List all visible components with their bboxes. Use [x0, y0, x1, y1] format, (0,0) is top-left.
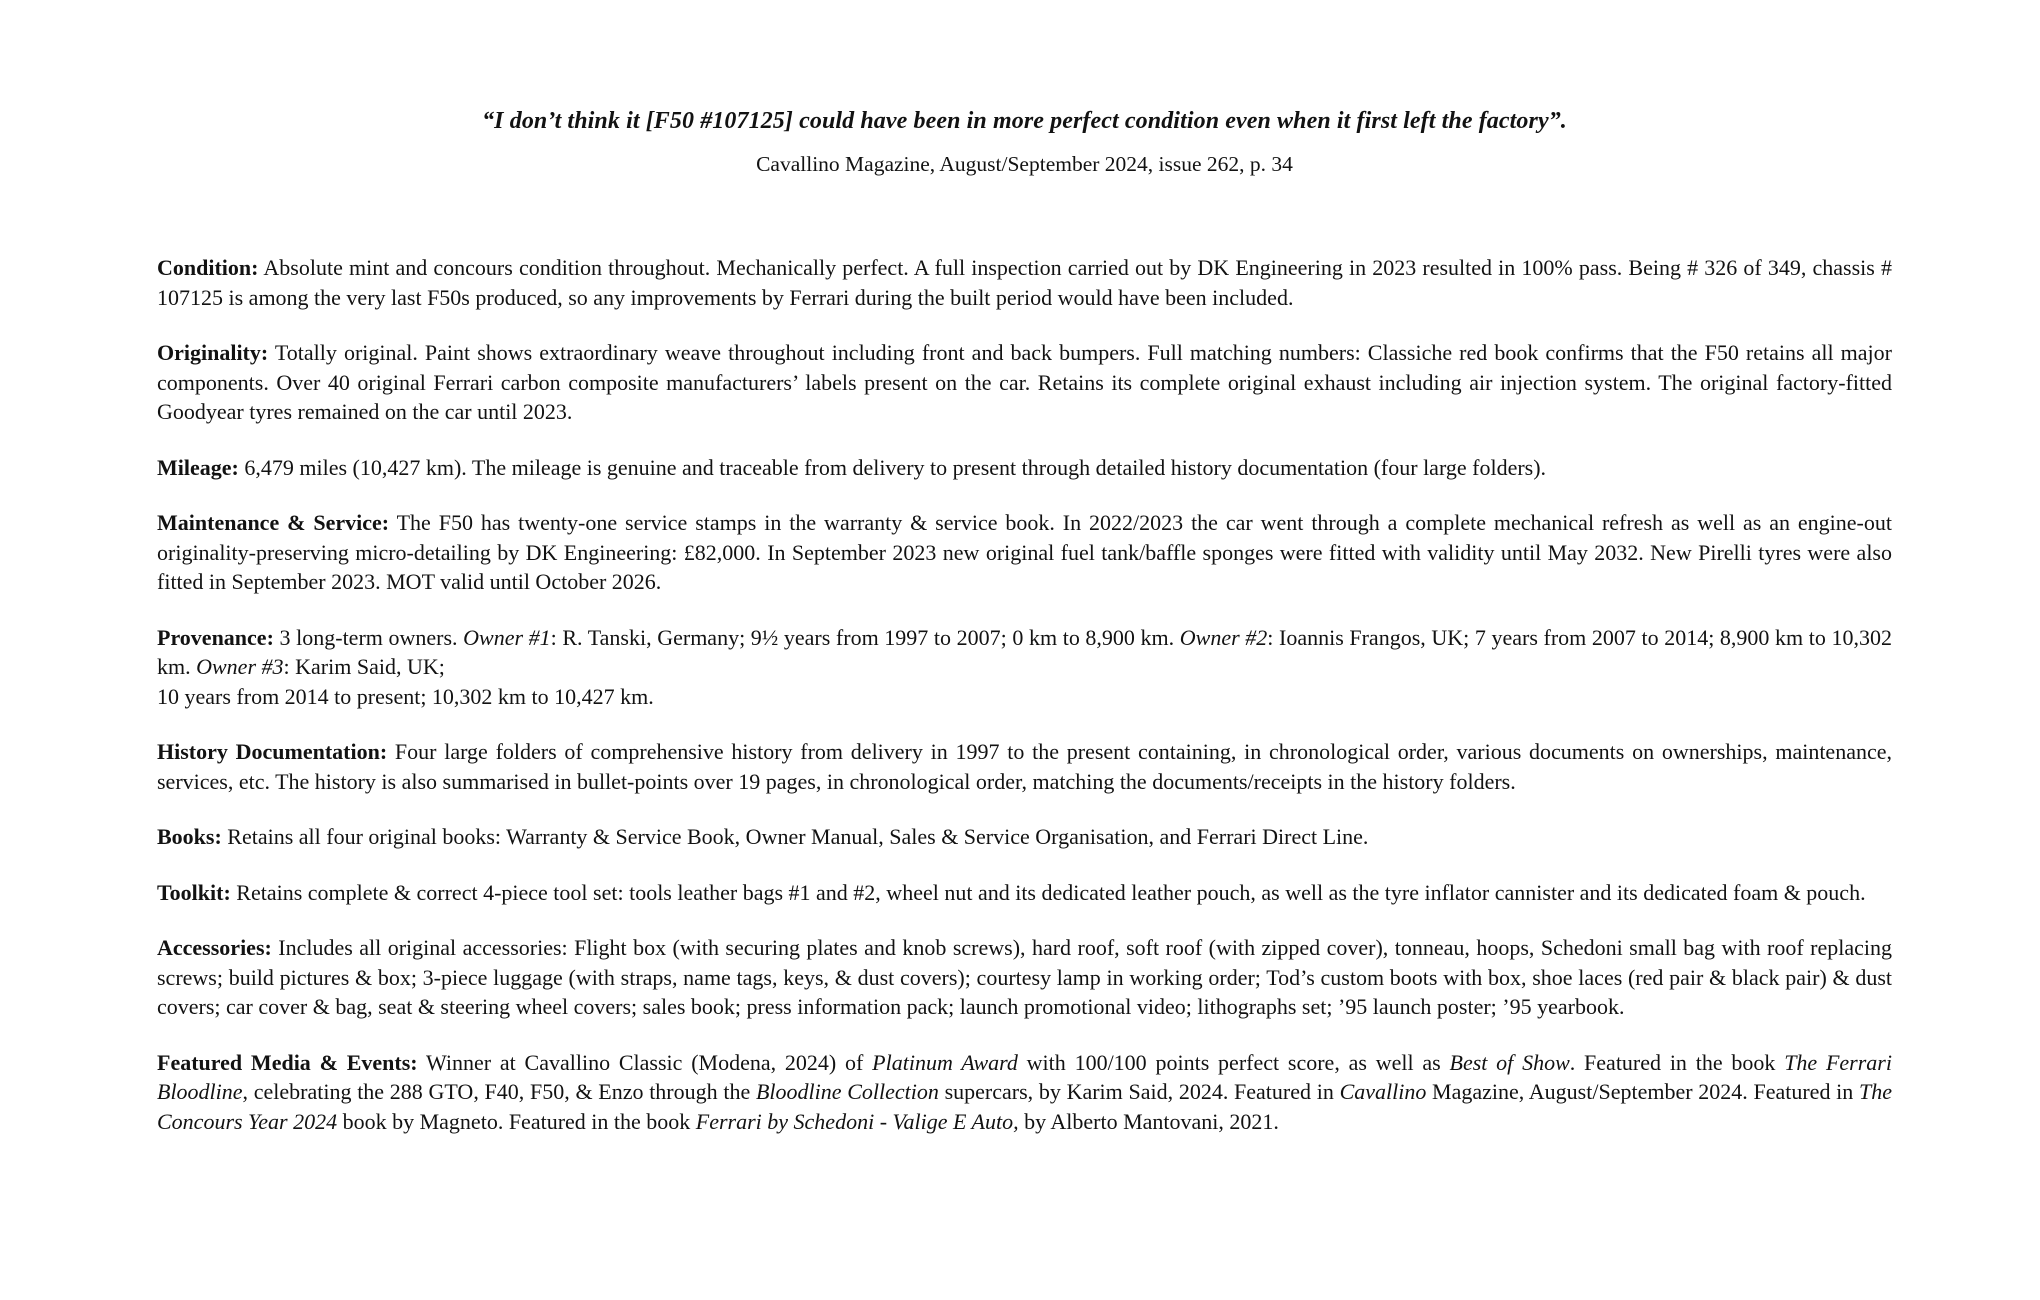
quote-attribution: Cavallino Magazine, August/September 2024, issue 262, p. 34 [756, 152, 1293, 176]
paragraph-text: 3 long-term owners. Owner #1: R. Tanski, Germany; 9½ years from 1997 to 2007; 0 km to 8,900 km. Owner #2: Ioannis Frangos, UK; 7 years from 2007 to 2014; 8,900 km to 10,302 km. Owner #3: Karim Said, UK; 10 years from 2014 to present; 10,302 km to 10,427 km. [157, 624, 1892, 709]
document-paragraph [157, 253, 1892, 312]
pull-quote: “I don’t think it [F50 #107125] could have been in more perfect condition even when it first left the factory”. [482, 108, 1567, 134]
paragraph-label: Accessories: [157, 935, 272, 960]
quote-block [157, 108, 1892, 177]
paragraph-label: Toolkit: [157, 879, 231, 905]
paragraph-text: Winner at Cavallino Classic (Modena, 2024) of Platinum Award with 100/100 points perfect score, as well as Best of Show. Featured in the book The Ferrari Bloodline, celebrating the 288 GTO, F40, F50, & Enzo through the Bloodline Collection supercars, by Karim Said, 2024. Featured in Cavallino Magazine, August/September 2024. Featured in The Concours Year 2024 book by Magneto. Featured in the book Ferrari by Schedoni - Valige E Auto, by Alberto Mantovani, 2021. [157, 1049, 1892, 1134]
document-paragraph [157, 1048, 1892, 1137]
document-paragraph [157, 933, 1892, 1022]
document-paragraph [157, 623, 1892, 712]
paragraph-text: Four large folders of comprehensive history from delivery in 1997 to the present containing, in chronological order, various documents on ownerships, maintenance, services, etc. The history is also summarised in bullet-points over 19 pages, in chronological order, matching the documents/receipts in the history folders. [157, 739, 1892, 794]
paragraph-label: Books: [157, 824, 222, 849]
paragraph-label: Featured Media & Events: [157, 1049, 418, 1075]
paragraph-text: Totally original. Paint shows extraordinary weave throughout including front and back bumpers. Full matching numbers: Classiche red book confirms that the F50 retains all major components. Over 40 original Ferrari carbon composite manufacturers’ labels present on the car. Retains its complete original exhaust including air injection system. The original factory-fitted Goodyear tyres remained on the car until 2023. [157, 340, 1892, 424]
paragraph-text: Retains all four original books: Warranty & Service Book, Owner Manual, Sales & Service Organisation, and Ferrari Direct Line. [221, 824, 1369, 849]
document-paragraph [157, 508, 1892, 597]
paragraph-text: Includes all original accessories: Flight box (with securing plates and knob screws), hard roof, soft roof (with zipped cover), tonneau, hoops, Schedoni small bag with roof replacing screws; build pictures & box; 3-piece luggage (with straps, name tags, keys, & dust covers); courtesy lamp in working order; Tod’s custom boots with box, shoe laces (red pair & black pair) & dust covers; car cover & bag, seat & steering wheel covers; sales book; press information pack; launch promotional video; lithographs set; ’95 launch poster; ’95 yearbook. [157, 935, 1892, 1019]
paragraph-text: Retains complete & correct 4-piece tool set: tools leather bags #1 and #2, wheel nut and its dedicated leather pouch, as well as the tyre inflator cannister and its dedicated foam & pouch. [230, 879, 1866, 905]
document-paragraph [157, 878, 1892, 908]
document-paragraph [157, 822, 1892, 852]
paragraph-label: Condition: [157, 255, 259, 280]
document-paragraph [157, 737, 1892, 796]
paragraph-label: History Documentation: [157, 739, 388, 764]
paragraph-text: 6,479 miles (10,427 km). The mileage is genuine and traceable from delivery to present through detailed history documentation (four large folders). [238, 454, 1547, 480]
paragraph-label: Maintenance & Service: [157, 510, 390, 535]
document-body [157, 253, 1892, 1136]
paragraph-text: The F50 has twenty-one service stamps in the warranty & service book. In 2022/2023 the car went through a complete mechanical refresh as well as an engine-out originality-preserving micro-detailing by DK Engineering: £82,000. In September 2023 new original fuel tank/baffle sponges were fitted with validity until May 2032. New Pirelli tyres were also fitted in September 2023. MOT valid until October 2026. [157, 510, 1892, 594]
paragraph-label: Provenance: [157, 624, 274, 650]
paragraph-text: Absolute mint and concours condition throughout. Mechanically perfect. A full inspection carried out by DK Engineering in 2023 resulted in 100% pass. Being # 326 of 349, chassis # 107125 is among the very last F50s produced, so any improvements by Ferrari during the built period would have been included. [157, 255, 1892, 310]
document-paragraph [157, 338, 1892, 427]
document-paragraph [157, 453, 1892, 483]
paragraph-label: Originality: [157, 340, 269, 365]
paragraph-label: Mileage: [157, 454, 239, 480]
